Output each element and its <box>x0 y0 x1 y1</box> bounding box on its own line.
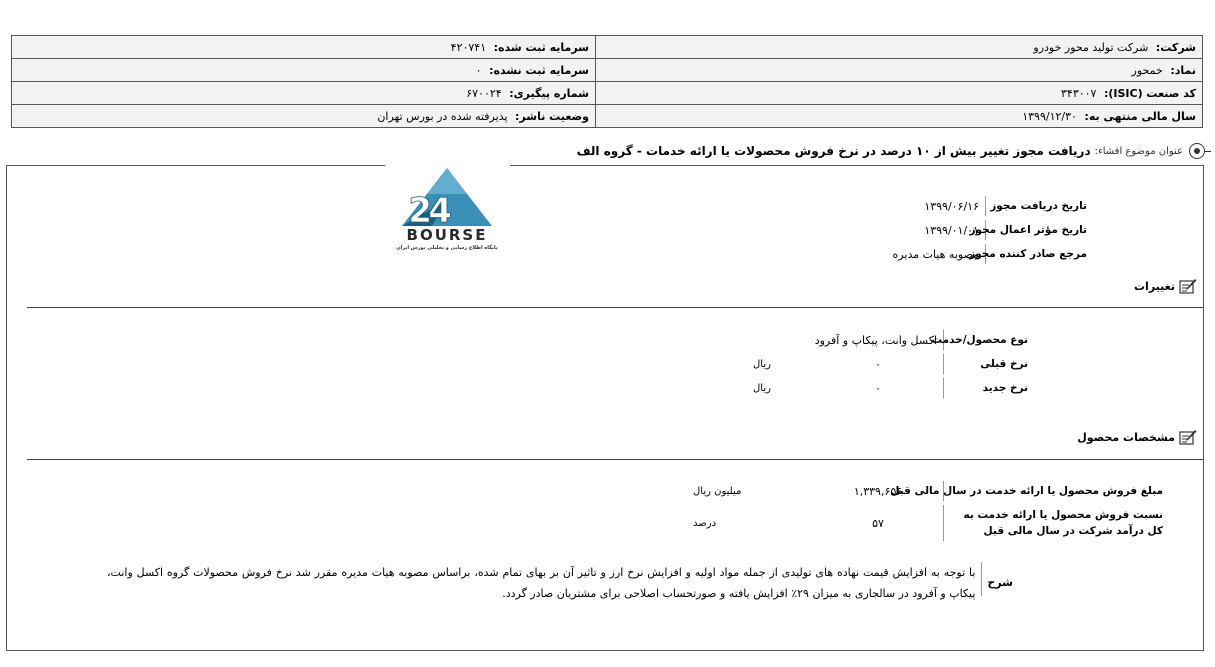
spec-title: مشخصات محصول <box>1077 430 1175 444</box>
logo-caption: پایگاه اطلاع رسانی و تحلیلی بورس ایران <box>396 245 498 251</box>
fiscal-cell <box>596 105 1203 128</box>
sales-unit: میلیون ریال <box>693 485 742 497</box>
isic-label: کد صنعت (ISIC): <box>1103 86 1196 100</box>
disclosure-subject <box>577 140 1205 162</box>
permit-row-issuer <box>869 242 1087 266</box>
spec-divider <box>27 459 1203 460</box>
subject-title: دریافت مجوز تغییر بیش از ۱۰ درصد در نرخ فروش محصولات یا ارائه خدمات - گروه الف <box>576 144 1091 158</box>
description-text: با توجه به افزایش قیمت نهاده های تولیدی از جمله مواد اولیه و افزایش نرخ ارز و تاثیر آن بر بهای تمام شده، براساس مصوبه هیات مدیره مقرر شد نرخ فروش محصولات گروه اکسل وانت، پیکاپ و آفرود در سالجاری به میزان ۲۹٪ افزایش یافته و صورتحساب اصلاحی برای مشتریان صادر گردد. <box>107 566 976 600</box>
permit-row-effective-date <box>869 218 1087 242</box>
new-rate-row <box>753 376 1028 400</box>
new-rate-unit: ریال <box>753 382 771 394</box>
unreg-capital-cell <box>12 59 596 82</box>
unreg-capital-value: ۰ <box>475 63 482 77</box>
publisher-status-cell <box>12 105 596 128</box>
prev-rate-label: نرخ قبلی <box>943 354 1028 374</box>
permit-info <box>869 194 1087 266</box>
info-row <box>12 36 1203 59</box>
new-rate-label: نرخ جدید <box>943 378 1028 398</box>
spec-info <box>693 479 1163 543</box>
sales-value: ۱,۳۳۹,۶۵۶ <box>853 484 903 498</box>
logo-wordmark: BOURSE <box>406 226 488 244</box>
disclosure-body <box>6 165 1204 651</box>
prev-rate-value: ۰ <box>875 357 881 371</box>
target-bullet-icon <box>1189 143 1205 159</box>
sales-label: مبلغ فروش محصول یا ارائه خدمت در سال مالی قبل <box>943 481 1163 501</box>
permit-row-receive-date <box>869 194 1087 218</box>
bourse24-logo-mark-icon <box>392 166 502 228</box>
new-rate-value: ۰ <box>875 381 881 395</box>
reg-capital-cell <box>12 36 596 59</box>
edit-note-icon <box>1179 278 1197 294</box>
ratio-value: ۵۷ <box>872 516 884 530</box>
symbol-label: نماد: <box>1170 63 1196 77</box>
symbol-cell <box>596 59 1203 82</box>
tracking-label: شماره پیگیری: <box>509 86 589 100</box>
unreg-capital-label: سرمایه ثبت نشده: <box>489 63 589 77</box>
sales-row <box>693 479 1163 503</box>
tracking-value: ۶۷۰۰۲۴ <box>466 86 502 100</box>
symbol-value: خمحور <box>1131 63 1163 77</box>
company-label: شرکت: <box>1155 40 1196 54</box>
spec-section-title <box>1077 429 1197 445</box>
ratio-row <box>693 503 1163 543</box>
edit-note-icon <box>1179 429 1197 445</box>
changes-section-title <box>1134 278 1197 294</box>
product-type-row <box>753 328 1028 352</box>
company-value: شرکت تولید محور خودرو <box>1033 40 1149 54</box>
company-cell <box>596 36 1203 59</box>
ratio-label: نسبت فروش محصول یا ارائه خدمت به کل درآمد شرکت در سال مالی قبل <box>943 505 1163 541</box>
company-info-table <box>11 35 1203 128</box>
info-row <box>12 59 1203 82</box>
rates-info <box>753 328 1028 400</box>
isic-value: ۳۴۳۰۰۷ <box>1061 86 1097 100</box>
publisher-status-label: وضعیت ناشر: <box>515 109 589 123</box>
reg-capital-value: ۴۲۰۷۴۱ <box>450 40 487 54</box>
subject-prefix: عنوان موضوع افشاء: <box>1094 145 1183 157</box>
description-row <box>107 562 1013 604</box>
info-row <box>12 105 1203 128</box>
effective-date-value: ۱۳۹۹/۰۱/۰۱ <box>924 223 979 237</box>
receive-date-value: ۱۳۹۹/۰۶/۱۶ <box>924 199 979 213</box>
publisher-status-value: پذیرفته شده در بورس تهران <box>377 109 508 123</box>
info-row <box>12 82 1203 105</box>
svg-text:2: 2 <box>408 191 432 228</box>
effective-date-label: تاریخ مؤثر اعمال مجوز <box>985 220 1087 240</box>
product-type-label: نوع محصول/خدمت <box>943 330 1028 350</box>
issuer-value: مصوبه هیات مدیره <box>892 247 979 261</box>
description-label: شرح <box>981 562 1013 596</box>
fiscal-label: سال مالی منتهی به: <box>1084 109 1196 123</box>
isic-cell <box>596 82 1203 105</box>
product-type-value: اکسل وانت، پیکاپ و آفرود <box>814 333 937 347</box>
fiscal-value: ۱۳۹۹/۱۲/۳۰ <box>1022 109 1077 123</box>
ratio-unit: درصد <box>693 517 717 529</box>
issuer-label: مرجع صادر کننده مجوز <box>985 244 1087 264</box>
changes-title: تغییرات <box>1134 279 1175 293</box>
prev-rate-unit: ریال <box>753 358 771 370</box>
tracking-cell <box>12 82 596 105</box>
changes-divider <box>27 307 1203 308</box>
receive-date-label: تاریخ دریافت مجوز <box>985 196 1087 216</box>
svg-text:4: 4 <box>428 191 452 228</box>
prev-rate-row <box>753 352 1028 376</box>
reg-capital-label: سرمایه ثبت شده: <box>493 40 589 54</box>
bourse24-logo <box>387 166 507 266</box>
